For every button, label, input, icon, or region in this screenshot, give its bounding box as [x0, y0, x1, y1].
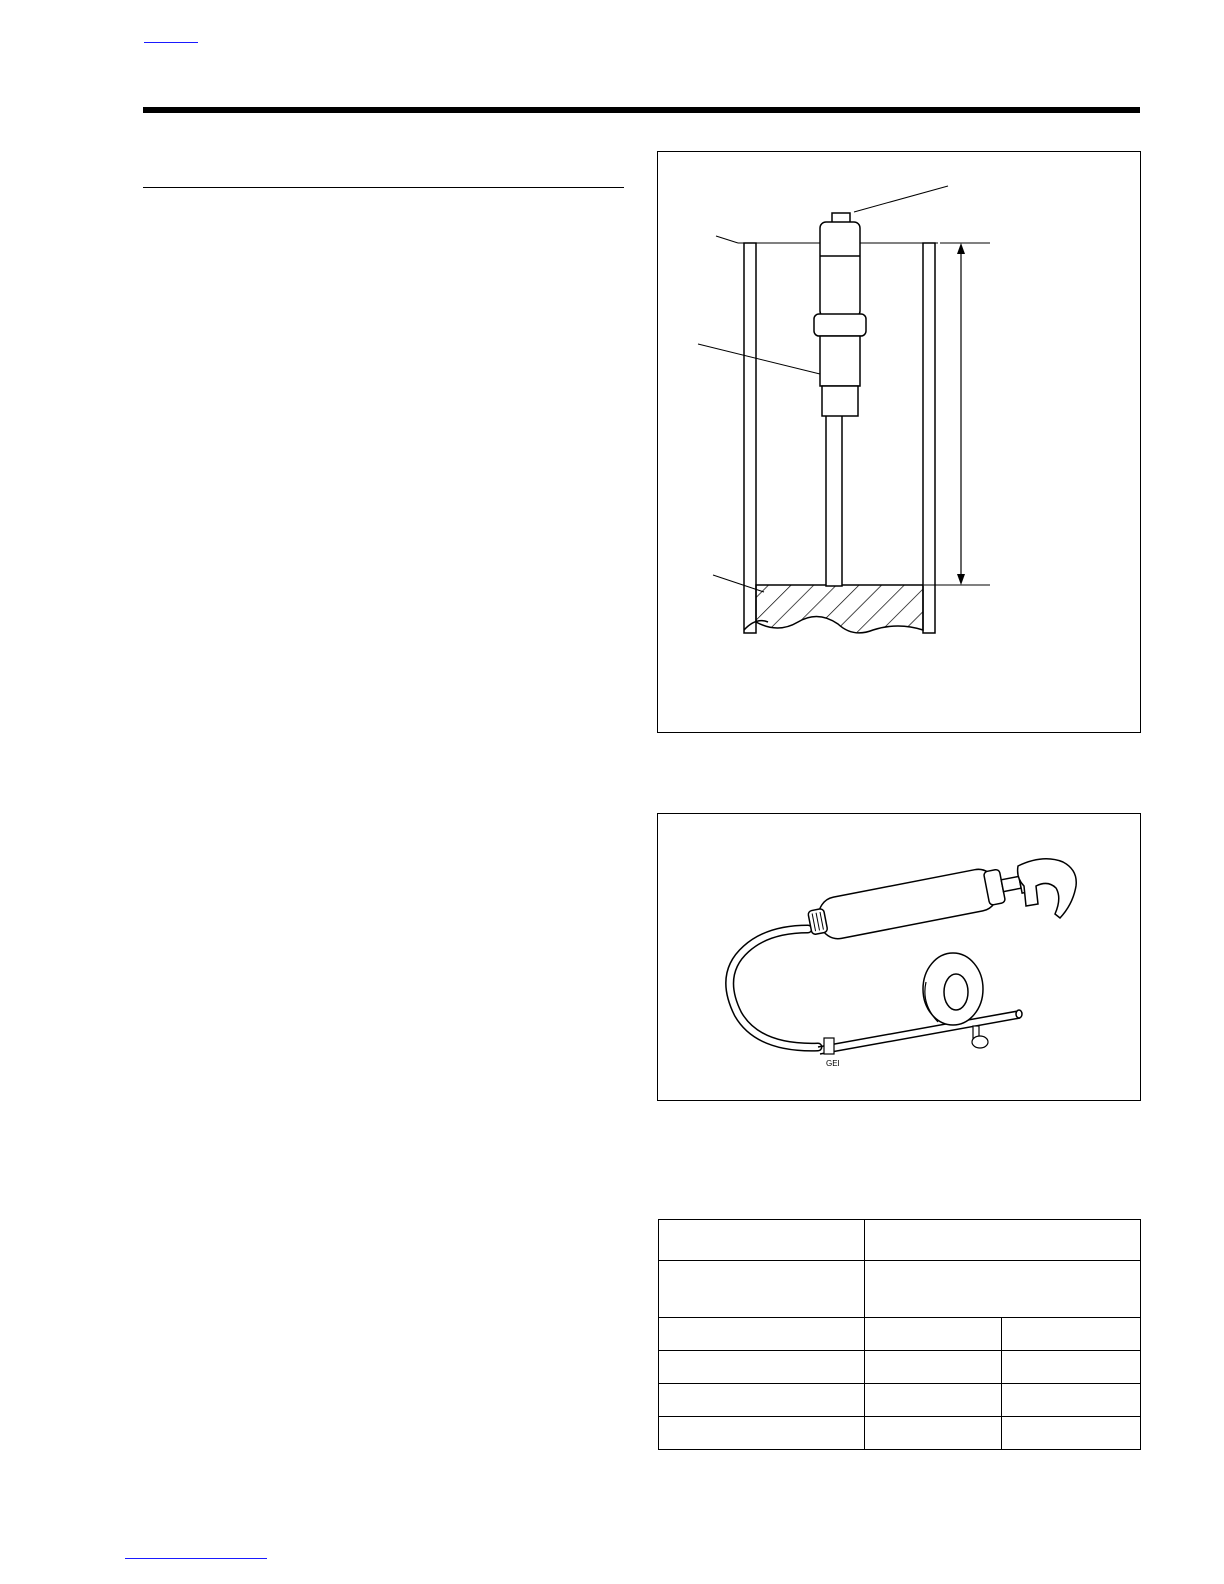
part-marking: GEI: [826, 1059, 840, 1068]
spec-table: [658, 1219, 1141, 1450]
table-column-row: [659, 1318, 1141, 1351]
table-cell: [1002, 1417, 1141, 1450]
pump-tool-figure: [657, 813, 1141, 1101]
suction-pump-illustration: [658, 814, 1140, 1100]
table-cell: [865, 1417, 1002, 1450]
table-row: [659, 1351, 1141, 1384]
table-row: [659, 1417, 1141, 1450]
thumb-screw: [972, 1036, 988, 1048]
oil-level-figure: [657, 151, 1141, 733]
section-heading-rule: [143, 187, 624, 188]
gauge-rod: [826, 414, 842, 586]
table-cell: [1002, 1351, 1141, 1384]
table-cell: [659, 1417, 865, 1450]
header-rule: [143, 107, 1140, 113]
tube-wall-left: [744, 243, 756, 633]
gauge-collar: [814, 314, 866, 336]
fork-oil-level-gauge-illustration: [658, 152, 1140, 732]
table-col-mid: [865, 1318, 1002, 1351]
pump-handle: [1018, 859, 1077, 918]
table-subheader-left: [659, 1261, 865, 1318]
table-row: [659, 1384, 1141, 1417]
table-cell: [865, 1384, 1002, 1417]
leader-tool: [698, 344, 820, 374]
table-subheader-right: [865, 1261, 1141, 1318]
leader-rim: [716, 236, 738, 243]
table-cell: [1002, 1384, 1141, 1417]
table-col-right: [1002, 1318, 1141, 1351]
tube-wall-right: [923, 243, 935, 633]
table-cell: [659, 1351, 865, 1384]
bottom-nav-link[interactable]: [125, 1544, 267, 1559]
table-header-left: [659, 1220, 865, 1261]
oil-region: [756, 585, 923, 633]
table-header-row: [659, 1220, 1141, 1261]
leader-top: [854, 186, 948, 212]
table-cell: [659, 1384, 865, 1417]
pump-body: [806, 860, 1032, 944]
table-cell: [865, 1351, 1002, 1384]
table-col-left: [659, 1318, 865, 1351]
top-nav-link[interactable]: [144, 26, 198, 43]
table-header-right: [865, 1220, 1141, 1261]
gauge-cylinder: [820, 222, 860, 317]
table-subheader-row: [659, 1261, 1141, 1318]
